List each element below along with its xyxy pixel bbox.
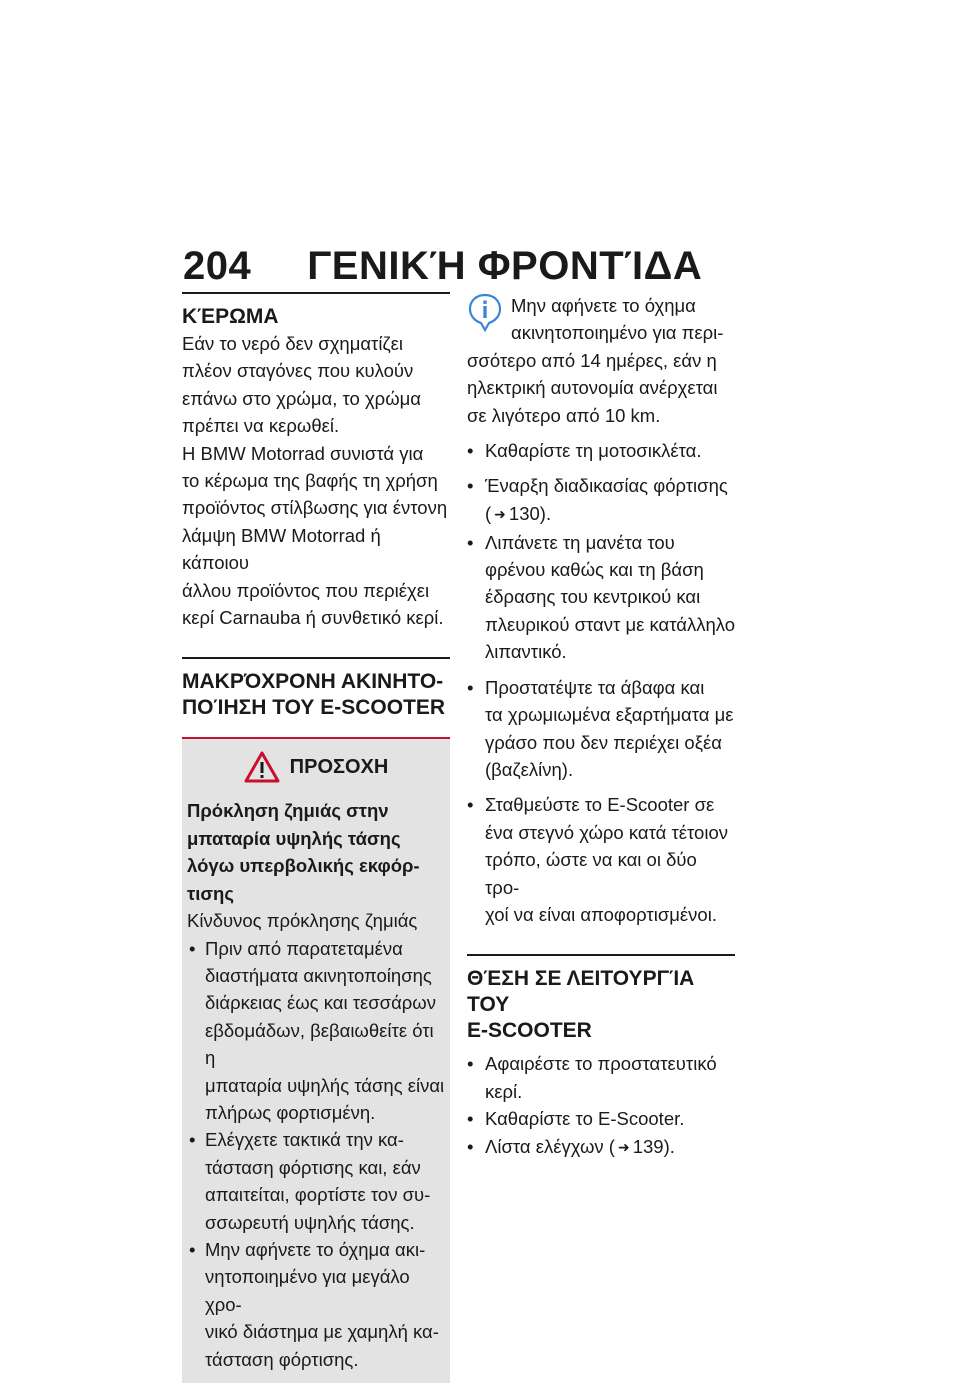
- page-header: [183, 244, 702, 289]
- list-item: • Μην αφήνετε το όχημα ακι- νητοποιημένο για μεγάλο χρο- νικό διάστημα με χαμηλή κα- τάσταση φόρτισης.: [187, 1236, 445, 1373]
- wax-paragraph-2: Η BMW Motorrad συνιστά για το κέρωμα της βαφής τη χρήση προϊόντος στίλβωσης για έντονη λάμψη BMW Motorrad ή κάποιου άλλου προϊόντος που περιέχει κερί Carnauba ή συνθετικό κερί.: [182, 442, 448, 629]
- list-item: • Καθαρίστε το E-Scooter.: [467, 1105, 735, 1132]
- caution-risk: Κίνδυνος πρόκλησης ζημιάς: [187, 910, 418, 932]
- list-item: • Έναρξη διαδικασίας φόρτισης ( ➜ 130).: [467, 472, 735, 528]
- caution-box: [182, 737, 450, 1383]
- operation-steps: [467, 1050, 735, 1161]
- page-reference-arrow-icon: ➜: [617, 1138, 630, 1155]
- list-item: • Προστατέψτε τα άβαφα και τα χρωμιωμένα εξαρτήματα με γράσο που δεν περιέχει οξέα (βαζελίνη).: [467, 674, 735, 784]
- list-item: • Καθαρίστε τη μοτοσικλέτα.: [467, 437, 735, 464]
- caution-subtitle: Πρόκληση ζημιάς στην μπαταρία υψηλής τάσης λόγω υπερβολικής εκφόρ- τισης: [187, 800, 420, 904]
- list-item: • Λίστα ελέγχων ( ➜ 139).: [467, 1133, 735, 1162]
- page-number: 204: [183, 244, 252, 288]
- page-reference-arrow-icon: ➜: [494, 506, 506, 523]
- immobilization-steps: [467, 437, 735, 928]
- caution-header: [187, 751, 445, 783]
- info-note: [467, 292, 735, 429]
- page-reference[interactable]: 130: [508, 502, 540, 524]
- caution-bullets: [187, 935, 445, 1374]
- wax-paragraph-1: Εάν το νερό δεν σχηματίζει πλέον σταγόνες που κυλούν επάνω στο χρώμα, το χρώμα πρέπει να κερωθεί.: [182, 333, 421, 437]
- right-column: [467, 292, 735, 1161]
- list-item: • Αφαιρέστε το προστατευτικό κερί.: [467, 1050, 735, 1105]
- section-title-immobilization: ΜΑΚΡΌΧΡΟΝΗ ΑΚΙΝΗΤΟ- ΠΟΊΗΣΗ ΤΟΥ E-SCOOTER: [182, 657, 450, 721]
- list-item: • Σταθμεύστε το E-Scooter σε ένα στεγνό χώρο κατά τέτοιον τρόπο, ώστε να και οι δύο τρο- χοί να είναι αποφορτισμένοι.: [467, 791, 735, 928]
- warning-triangle-icon: [244, 751, 280, 783]
- page-title: ΓΕΝΙΚΉ ΦΡΟΝΤΊΔΑ: [307, 244, 703, 288]
- list-item: • Λιπάνετε τη μανέτα του φρένου καθώς και τη βάση έδρασης του κεντρικού και πλευρικού σταντ με κατάλληλο λιπαντικό.: [467, 529, 735, 666]
- info-text: σσότερο από 14 ημέρες, εάν η ηλεκτρική αυτονομία ανέρχεται σε λιγότερο από 10 km.: [467, 349, 718, 426]
- info-text-top: Μην αφήνετε το όχημα ακινητοποιημένο για περι-: [511, 295, 724, 344]
- caution-title: ΠΡΟΣΟΧΗ: [289, 755, 389, 778]
- section-title-operation: ΘΈΣΗ ΣΕ ΛΕΙΤΟΥΡΓΊΑ ΤΟΥ E-SCOOTER: [467, 954, 735, 1044]
- page-reference[interactable]: 139: [632, 1135, 664, 1157]
- section-title-wax: ΚΈΡΩΜΑ: [182, 292, 450, 330]
- info-icon: [467, 292, 503, 332]
- left-column: [182, 292, 450, 1383]
- list-item: • Ελέγχετε τακτικά την κα- τάσταση φόρτισης και, εάν απαιτείται, φορτίστε τον συ- σσωρευτή υψηλής τάσης.: [187, 1126, 445, 1236]
- list-item: • Πριν από παρατεταμένα διαστήματα ακινητοποίησης διάρκειας έως και τεσσάρων εβδομάδων, βεβαιωθείτε ότι η μπαταρία υψηλής τάσης είναι πλήρως φορτισμένη.: [187, 935, 445, 1127]
